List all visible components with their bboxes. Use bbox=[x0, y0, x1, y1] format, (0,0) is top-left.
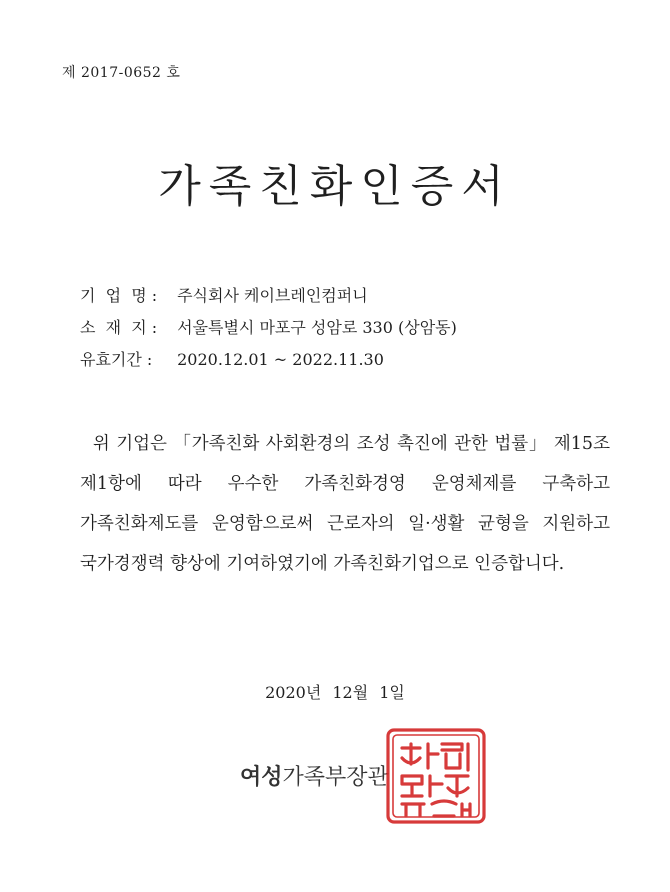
issuer-name-bold: 여성 bbox=[240, 765, 283, 790]
validity-row bbox=[80, 347, 384, 370]
certificate-number: 제 2017-0652 호 bbox=[62, 65, 181, 81]
company-row bbox=[80, 283, 368, 306]
validity-label: 유효기간 : bbox=[80, 350, 153, 369]
address-row bbox=[80, 315, 457, 338]
company-label: 기 업 명 : bbox=[80, 286, 158, 305]
validity-value: 2020.12.01 ~ 2022.11.30 bbox=[177, 350, 384, 369]
issue-date: 2020년 12월 1일 bbox=[265, 683, 405, 702]
official-seal-icon bbox=[384, 726, 488, 826]
company-value: 주식회사 케이브레인컴퍼니 bbox=[177, 286, 368, 305]
address-value: 서울특별시 마포구 성암로 330 (상암동) bbox=[177, 318, 457, 337]
address-label: 소 재 지 : bbox=[80, 318, 158, 337]
issuer-name bbox=[240, 760, 389, 791]
certificate-body: 위 기업은 「가족친화 사회환경의 조성 촉진에 관한 법률」 제15조 제1항에 따라 우수한 가족친화경영 운영체제를 구축하고 가족친화제도를 운영함으로써 근로자의 일·생활 균형을 지원하고 국가경쟁력 향상에 기여하였기에 가족친화기업으로 인증합니다. bbox=[80, 434, 616, 574]
certificate-title: 가족친화인증서 bbox=[158, 161, 512, 212]
issuer-name-rest: 가족부장관 bbox=[282, 765, 389, 790]
